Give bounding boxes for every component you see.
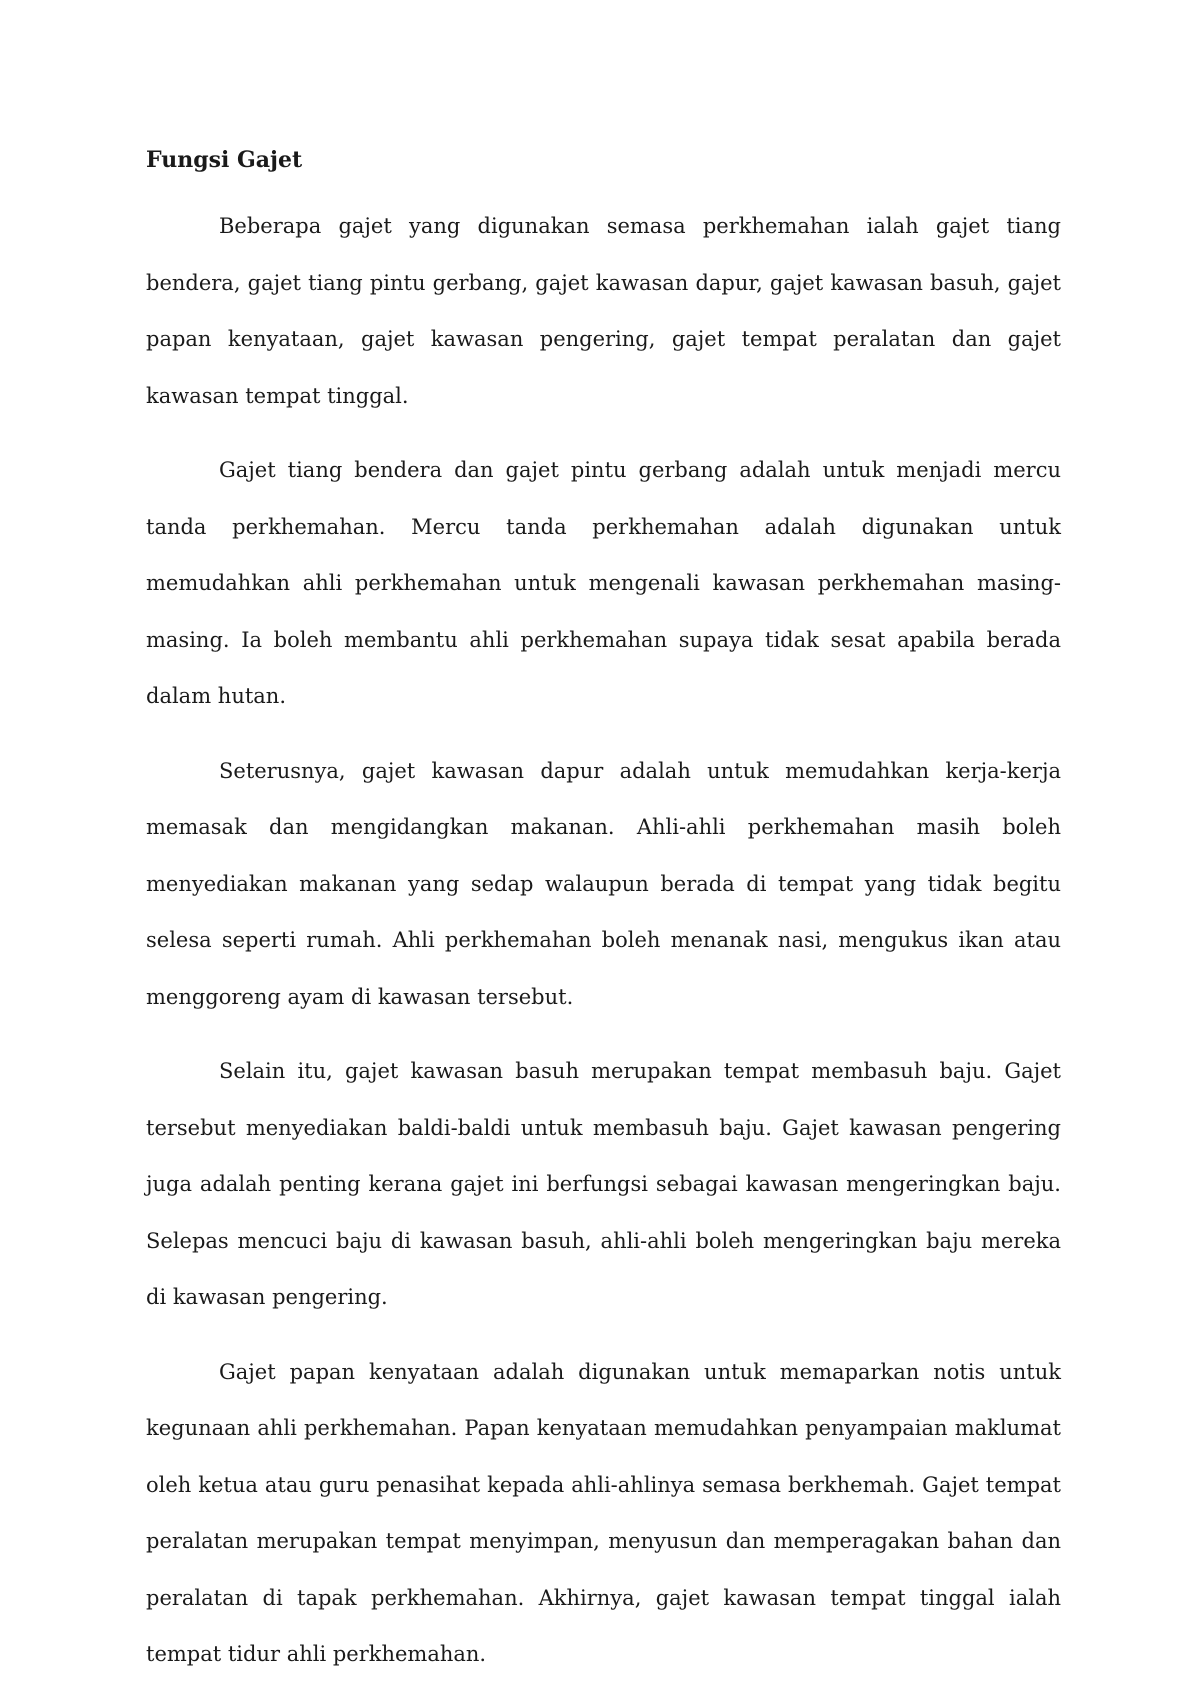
document-body	[146, 140, 1061, 1701]
paragraph-washing-drying: Selain itu, gajet kawasan basuh merupakan tempat membasuh baju. Gajet tersebut menyediakan baldi-baldi untuk membasuh baju. Gajet kawasan pengering juga adalah penting kerana gajet ini berfungsi sebagai kawasan mengeringkan baju. Selepas mencuci baju di kawasan basuh, ahli-ahli boleh mengeringkan baju mereka di kawasan pengering.	[146, 1059, 1061, 1309]
document-title: Fungsi Gajet	[146, 147, 303, 173]
paragraph-noticeboard-storage: Gajet papan kenyataan adalah digunakan untuk memaparkan notis untuk kegunaan ahli perkhemahan. Papan kenyataan memudahkan penyampaian maklumat oleh ketua atau guru penasihat kepada ahli-ahlinya semasa berkhemah. Gajet tempat peralatan merupakan tempat menyimpan, menyusun dan memperagakan bahan dan peralatan di tapak perkhemahan. Akhirnya, gajet kawasan tempat tinggal ialah tempat tidur ahli perkhemahan.	[146, 1359, 1061, 1666]
paragraph-kitchen: Seterusnya, gajet kawasan dapur adalah untuk memudahkan kerja-kerja memasak dan mengidangkan makanan. Ahli-ahli perkhemahan masih boleh menyediakan makanan yang sedap walaupun berada di tempat yang tidak begitu selesa seperti rumah. Ahli perkhemahan boleh menanak nasi, mengukus ikan atau menggoreng ayam di kawasan tersebut.	[146, 758, 1061, 1009]
paragraph-flagpole-gate: Gajet tiang bendera dan gajet pintu gerbang adalah untuk menjadi mercu tanda perkhemahan. Mercu tanda perkhemahan adalah digunakan untuk memudahkan ahli perkhemahan untuk mengenali kawasan perkhemahan masing-masing. Ia boleh membantu ahli perkhemahan supaya tidak sesat apabila berada dalam hutan.	[146, 458, 1061, 708]
paragraph-intro: Beberapa gajet yang digunakan semasa perkhemahan ialah gajet tiang bendera, gajet tiang pintu gerbang, gajet kawasan dapur, gajet kawasan basuh, gajet papan kenyataan, gajet kawasan pengering, gajet tempat peralatan dan gajet kawasan tempat tinggal.	[146, 214, 1061, 408]
